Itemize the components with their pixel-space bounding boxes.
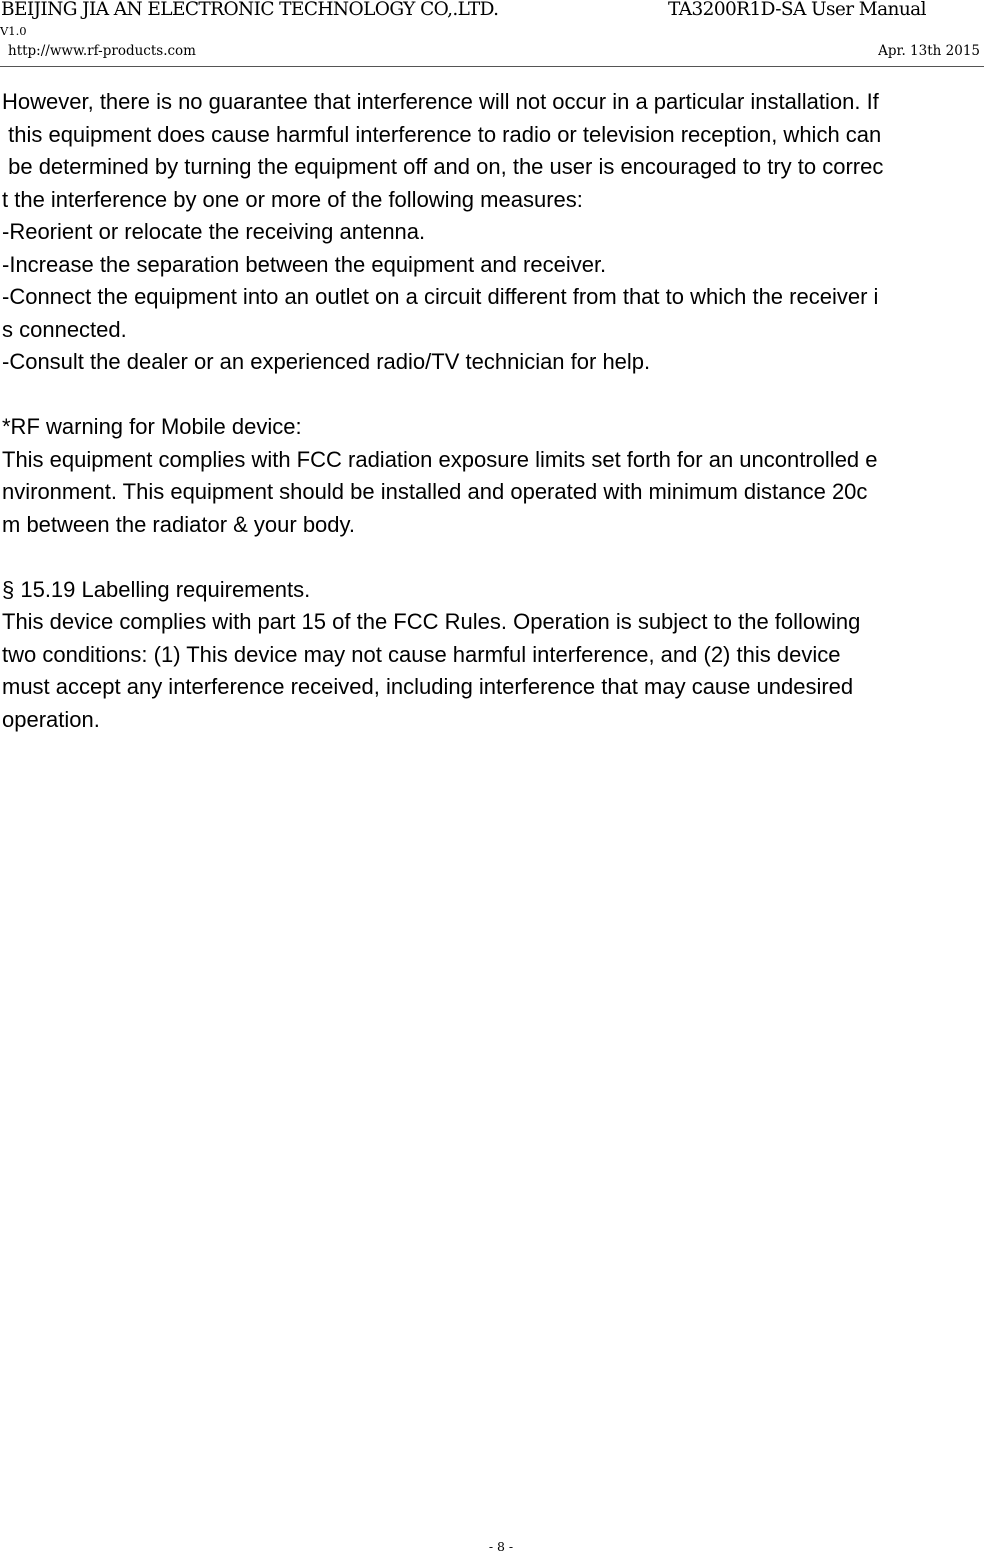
company-name: BEIJING JIA AN ELECTRONIC TECHNOLOGY CO,.LTD. xyxy=(1,0,499,20)
measure-item: -Increase the separation between the equipment and receiver. xyxy=(2,251,607,277)
text-line: operation. xyxy=(2,706,100,732)
text-line: This device complies with part 15 of the FCC Rules. Operation is subject to the following xyxy=(2,609,861,634)
page-number: - 8 - xyxy=(488,1539,514,1554)
measure-item: -Connect the equipment into an outlet on a circuit different from that to which the receiver i xyxy=(2,284,879,309)
rf-warning-heading: *RF warning for Mobile device: xyxy=(2,414,302,439)
text-line: must accept any interference received, including interference that may cause undesired xyxy=(2,674,854,699)
text-line: nvironment. This equipment should be installed and operated with minimum distance 20c xyxy=(2,479,868,504)
document-body xyxy=(2,86,1000,736)
header-divider xyxy=(0,66,984,67)
website-url: http://www.rf-products.com xyxy=(8,43,196,59)
measure-item: -Reorient or relocate the receiving antenna. xyxy=(2,219,426,244)
text-line: However, there is no guarantee that interference will not occur in a particular installation. If xyxy=(2,89,879,114)
text-line: m between the radiator & your body. xyxy=(2,511,356,537)
measure-item: -Consult the dealer or an experienced radio/TV technician for help. xyxy=(2,349,651,374)
measures-list xyxy=(2,216,1000,379)
text-line: this equipment does cause harmful interference to radio or television reception, which can xyxy=(2,121,882,147)
text-line: be determined by turning the equipment off and on, the user is encouraged to try to correc xyxy=(2,154,884,179)
manual-version: V1.0 xyxy=(0,24,27,38)
rf-warning-section xyxy=(2,411,1000,541)
text-line: two conditions: (1) This device may not cause harmful interference, and (2) this device xyxy=(2,641,841,667)
document-date: Apr. 13th 2015 xyxy=(878,43,980,59)
measure-item: s connected. xyxy=(2,316,127,342)
interference-paragraph xyxy=(2,86,1000,216)
spacer xyxy=(2,541,1000,574)
text-line: t the interference by one or more of the following measures: xyxy=(2,186,583,212)
labelling-section xyxy=(2,574,1000,737)
text-line: This equipment complies with FCC radiation exposure limits set forth for an uncontrolled e xyxy=(2,446,878,472)
labelling-heading: § 15.19 Labelling requirements. xyxy=(2,576,311,602)
manual-title: TA3200R1D-SA User Manual xyxy=(668,0,926,20)
spacer xyxy=(2,379,1000,412)
